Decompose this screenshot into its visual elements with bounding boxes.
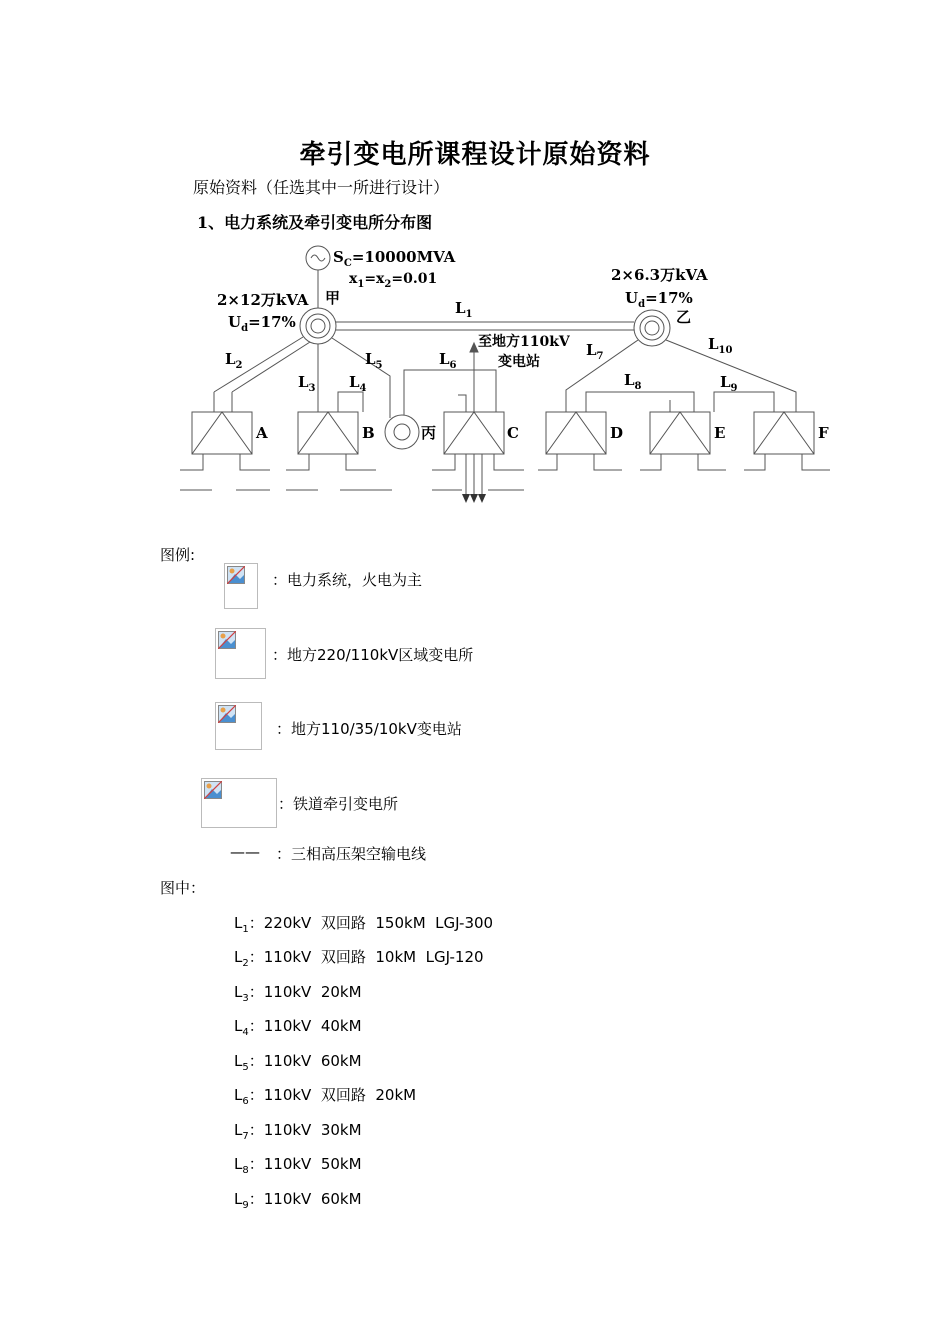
- system-capacity-label: $S_C=10000MVA$: [333, 248, 456, 269]
- line-label-l5: $L_5$: [365, 350, 383, 371]
- to-local-label-2: 变电站: [498, 354, 540, 370]
- figure-in-heading: 图中：: [160, 879, 206, 897]
- subtitle: 原始资料（任选其中一所进行设计）: [193, 178, 450, 197]
- line-label-l2: $L_2$: [225, 350, 243, 371]
- substation-label-b: B: [362, 424, 375, 442]
- bing-name-label: 丙: [421, 424, 437, 442]
- section-heading: 1、电力系统及牵引变电所分布图: [197, 213, 433, 232]
- substation-jia-icon: [300, 308, 336, 344]
- substation-bing-icon: [385, 415, 419, 449]
- jia-ud-label: $U_d=17\%$: [228, 313, 296, 334]
- substation-label-f: F: [818, 424, 829, 442]
- line-spec-l5: $L_5$：110kV 60kM: [234, 1052, 362, 1073]
- line-spec-l4: $L_4$：110kV 40kM: [234, 1017, 362, 1038]
- yi-ud-label: $U_d=17\%$: [625, 289, 693, 310]
- page-title: 牵引变电所课程设计原始资料: [299, 140, 651, 170]
- sine-wave-icon: [311, 255, 325, 261]
- feeder-arrow-icon: [470, 494, 478, 503]
- substation-label-e: E: [714, 424, 726, 442]
- line-label-l9: $L_9$: [720, 373, 738, 394]
- substation-yi-icon: [634, 310, 670, 346]
- jia-capacity-label: 2×12万kVA: [217, 291, 309, 309]
- broken-image-icon: [218, 631, 236, 649]
- line-label-l1: $L_1$: [455, 299, 473, 320]
- legend-image-regional-substation: [215, 628, 266, 679]
- broken-image-icon: [204, 781, 222, 799]
- traction-substation-b: [286, 412, 392, 490]
- legend-text-local-substation: ：地方110/35/10kV变电站: [276, 720, 462, 738]
- line-spec-l7: $L_7$：110kV 30kM: [234, 1121, 362, 1142]
- feeder-arrow-icon: [478, 494, 486, 503]
- system-reactance-label: $x_1=x_2=0.01$: [349, 271, 438, 290]
- legend-text-regional-substation: ：地方220/110kV区域变电所: [272, 646, 474, 664]
- line-spec-l2: $L_2$：110kV 双回路 10kM LGJ-120: [234, 948, 484, 969]
- substation-label-d: D: [610, 424, 624, 442]
- line-label-l8: $L_8$: [624, 371, 642, 392]
- line-spec-l1: $L_1$：220kV 双回路 150kM LGJ-300: [234, 914, 494, 935]
- substation-label-a: A: [256, 424, 268, 442]
- yi-capacity-label: 2×6.3万kVA: [611, 266, 708, 284]
- yi-name-label: 乙: [676, 308, 692, 326]
- line-label-l6: $L_6$: [439, 350, 457, 371]
- legend-image-traction-substation: [201, 778, 277, 828]
- legend-text-transmission-line: ：三相高压架空输电线: [276, 845, 427, 863]
- legend-text-traction-substation: ：铁道牵引变电所: [278, 795, 399, 813]
- line-label-l3: $L_3$: [298, 373, 316, 394]
- jia-name-label: 甲: [325, 289, 341, 307]
- substation-label-c: C: [507, 424, 519, 442]
- legend-line-symbol: ——: [230, 843, 260, 861]
- line-label-l4: $L_4$: [349, 373, 367, 394]
- line-spec-l9: $L_9$：110kV 60kM: [234, 1190, 362, 1211]
- line-label-l10: $L_{10}$: [708, 335, 733, 356]
- line-spec-l6: $L_6$：110kV 双回路 20kM: [234, 1086, 417, 1107]
- feeder-arrow-icon: [462, 494, 470, 503]
- legend-image-power-system: [224, 563, 258, 609]
- broken-image-icon: [218, 705, 236, 723]
- broken-image-icon: [227, 566, 245, 584]
- power-system-diagram: [0, 0, 950, 520]
- legend-image-local-substation: [215, 702, 262, 750]
- line-label-l7: $L_7$: [586, 341, 604, 362]
- legend-text-power-system: ：电力系统，火电为主: [272, 571, 423, 589]
- legend-heading: 图例:: [160, 546, 196, 564]
- line-spec-l3: $L_3$：110kV 20kM: [234, 983, 362, 1004]
- to-local-label-1: 至地方110kV: [478, 334, 570, 350]
- line-spec-l8: $L_8$：110kV 50kM: [234, 1155, 362, 1176]
